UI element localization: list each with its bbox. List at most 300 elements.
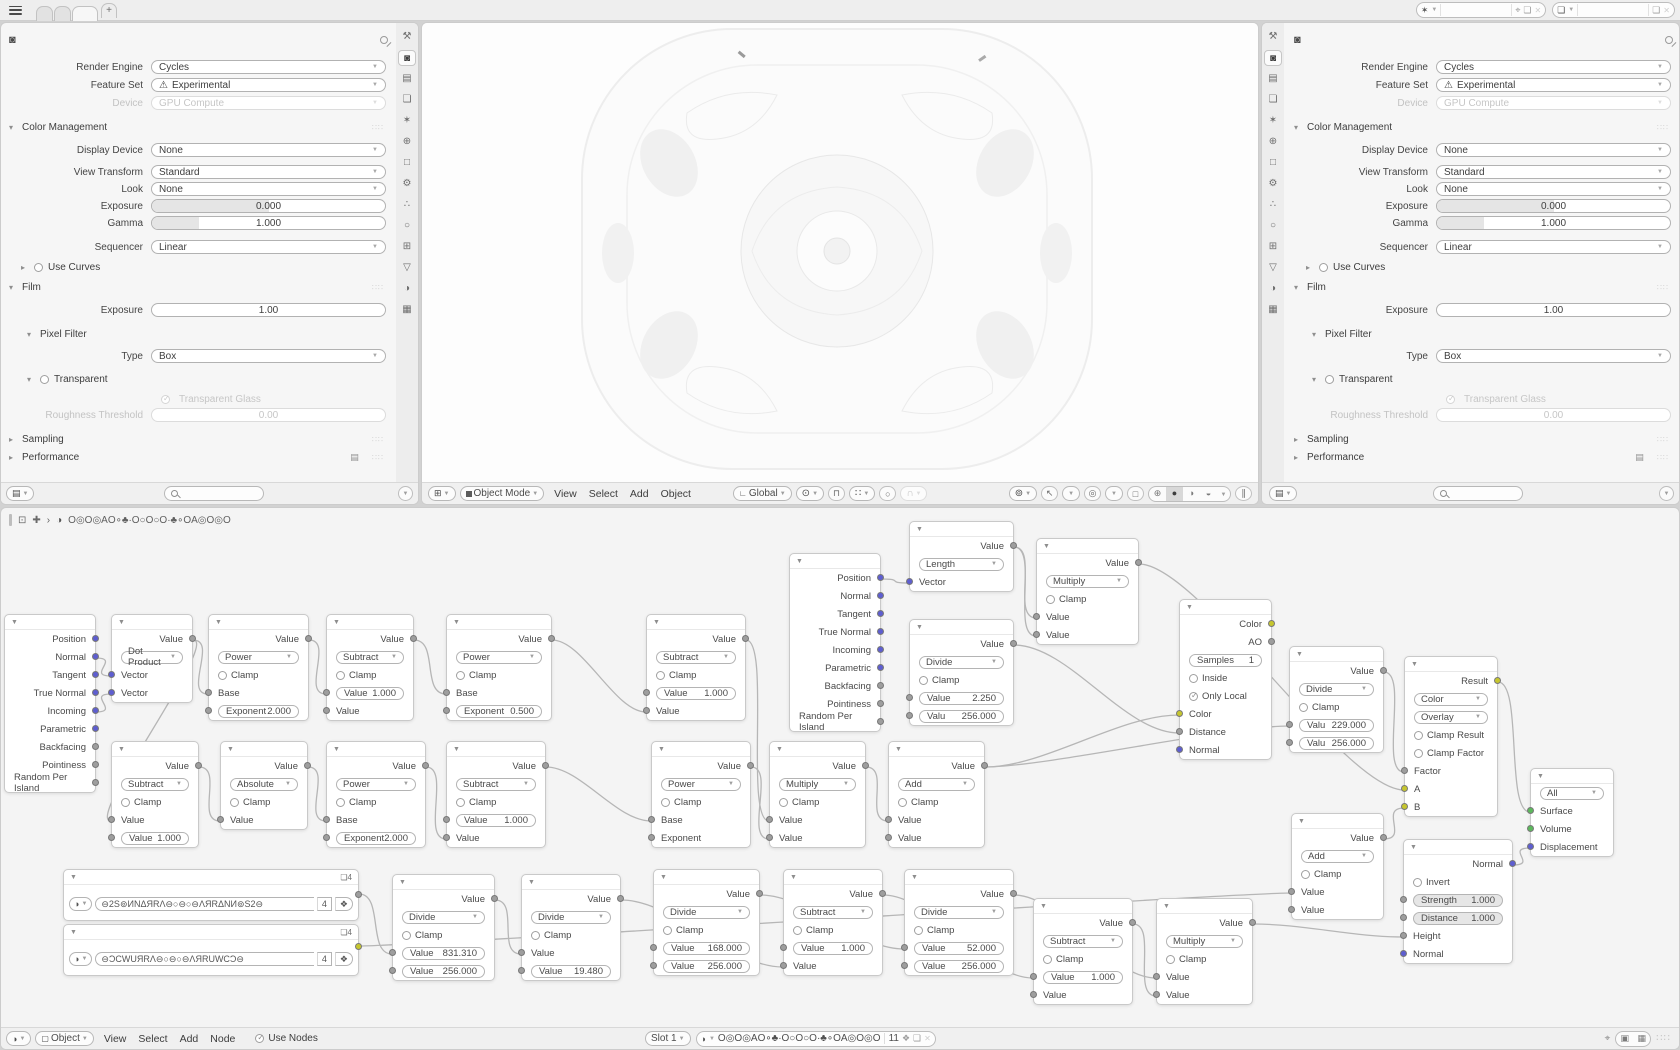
image-browse-button[interactable]: ◑ ▼ [69, 952, 92, 966]
socket[interactable] [877, 646, 884, 653]
image-browse-button[interactable]: ◑ ▼ [69, 897, 92, 911]
node-collapse-chevron[interactable]: ▼ [916, 623, 923, 631]
material-datablock[interactable]: ◑ ▼ O◎O◎AO∘♣·O○O○O·♣∘OA◎O◎O 11 ❖ ❏ ✕ [696, 1031, 936, 1047]
socket[interactable] [1033, 631, 1040, 638]
properties-tab-output[interactable]: ▤ [402, 73, 412, 84]
value-field[interactable]: Value 256.000 [914, 960, 1004, 973]
socket[interactable] [205, 707, 212, 714]
properties-tab-tool[interactable]: ⚒ [402, 31, 412, 42]
properties-tab-view-layer[interactable]: ❏ [1268, 94, 1278, 105]
node-collapse-chevron[interactable]: ▼ [70, 873, 77, 881]
value-field[interactable]: Samples 1 [1189, 654, 1262, 667]
copy-icon[interactable]: ❏ [1523, 4, 1532, 15]
checkbox-icon[interactable] [793, 926, 802, 935]
socket[interactable] [1268, 638, 1275, 645]
value-field[interactable]: Valu 256.000 [919, 710, 1004, 723]
exposure-field[interactable]: 0.000 [151, 199, 386, 213]
node-collapse-chevron[interactable]: ▼ [528, 878, 535, 886]
slot-dropdown[interactable]: Slot 1 ▼ [645, 1031, 691, 1046]
socket[interactable] [877, 592, 884, 599]
node-absolute[interactable]: ▼ Value Absolute ▼ Clamp Value [220, 741, 308, 830]
socket[interactable] [410, 635, 417, 642]
socket[interactable] [862, 762, 869, 769]
gamma-field[interactable]: 1.000 [151, 216, 386, 230]
operation-select[interactable]: Power ▼ [456, 651, 542, 664]
node-subtract-3[interactable]: ▼ Value Subtract ▼ Clamp Value Value 1.000 [111, 741, 199, 848]
operation-select[interactable]: Length ▼ [919, 558, 1004, 571]
checkbox-icon[interactable] [779, 798, 788, 807]
checkbox-icon[interactable] [230, 798, 239, 807]
node-add-1[interactable]: ▼ Value Add ▼ Clamp Value Value [888, 741, 985, 848]
toggle-use-curves[interactable]: ▸ Use Curves [1306, 262, 1386, 273]
properties-tab-physics[interactable]: ○ [1269, 220, 1277, 231]
checkbox-icon[interactable] [456, 798, 465, 807]
socket[interactable] [756, 890, 763, 897]
node-collapse-chevron[interactable]: ▼ [653, 618, 660, 626]
operation-select[interactable]: Power ▼ [336, 778, 416, 791]
socket[interactable] [1494, 677, 1501, 684]
socket[interactable] [877, 574, 884, 581]
checkbox-icon[interactable] [1319, 263, 1328, 272]
checkbox-icon[interactable] [1043, 955, 1052, 964]
socket[interactable] [747, 762, 754, 769]
node-divide-229[interactable]: ▼ Value Divide ▼ Clamp Valu 229.000 Valu 256.000 [1289, 646, 1384, 753]
shader-type-dropdown[interactable]: ▢ Object ▼ [35, 1031, 93, 1046]
node-collapse-chevron[interactable]: ▼ [796, 557, 803, 565]
node-collapse-chevron[interactable]: ▼ [1537, 772, 1544, 780]
operation-select[interactable]: Divide ▼ [1299, 683, 1374, 696]
close-icon[interactable]: ✕ [1663, 5, 1670, 15]
node-subtract-5[interactable]: ▼ Value Subtract ▼ Clamp Value 1.000 Value [783, 869, 883, 976]
shading-dropdown[interactable]: ▼ [1220, 491, 1227, 498]
socket[interactable] [323, 834, 330, 841]
value-field[interactable]: Value 2.250 [919, 692, 1004, 705]
socket[interactable] [879, 890, 886, 897]
operation-select[interactable]: Divide ▼ [531, 911, 611, 924]
node-collapse-chevron[interactable]: ▼ [790, 873, 797, 881]
operation-select[interactable]: All ▼ [1540, 787, 1604, 800]
feature-set-dropdown[interactable]: ⚠ Experimental ▼ [1436, 78, 1671, 92]
node-mix-overlay[interactable]: ▼ Result Color ▼ Overlay ▼ Clamp Result Clamp Factor Factor A B [1404, 656, 1498, 817]
value-field[interactable]: Value 1.000 [336, 687, 404, 700]
header-menu-chevron[interactable]: ▼ [1659, 486, 1674, 501]
viewport-menu-add[interactable]: Add [629, 487, 649, 500]
properties-tab-physics[interactable]: ○ [403, 220, 411, 231]
properties-tab-modifiers[interactable]: ⚙ [1268, 178, 1278, 189]
socket[interactable] [92, 653, 99, 660]
socket[interactable] [1010, 890, 1017, 897]
list-icon[interactable]: ▤ [1635, 452, 1644, 462]
socket[interactable] [1010, 640, 1017, 647]
properties-tab-constraints[interactable]: ⊞ [402, 241, 412, 252]
value-field[interactable]: Exponent 2.000 [336, 832, 416, 845]
shield-fake-user-icon[interactable]: ❖ [335, 952, 353, 966]
value-field[interactable]: Value 1.000 [1043, 971, 1123, 984]
node-bump[interactable]: ▼ Normal Invert Strength 1.000 Distance 1.000 Height Normal [1403, 839, 1513, 964]
node-multiply-2[interactable]: ▼ Value Multiply ▼ Clamp Value Value [769, 741, 866, 848]
properties-tab-world[interactable]: ⊕ [402, 136, 412, 147]
checkbox-icon[interactable] [898, 798, 907, 807]
proportional-editing-toggle[interactable]: ○ [879, 486, 896, 501]
node-collapse-chevron[interactable]: ▼ [1410, 843, 1417, 851]
node-divide-831[interactable]: ▼ Value Divide ▼ Clamp Value 831.310 Value 256.000 [392, 874, 495, 981]
operation-select[interactable]: Subtract ▼ [456, 778, 536, 791]
socket[interactable] [906, 578, 913, 585]
viewport-menu-view[interactable]: View [554, 487, 577, 500]
operation-select[interactable]: Subtract ▼ [656, 651, 736, 664]
pin-icon[interactable]: ⌖ [1515, 4, 1521, 15]
socket[interactable] [650, 962, 657, 969]
socket[interactable] [1153, 991, 1160, 998]
operation-select[interactable]: Add ▼ [1301, 850, 1374, 863]
section-film[interactable]: ▾ Film ∷∷ [1294, 282, 1669, 293]
shield-fake-user-icon[interactable]: ❖ [901, 1033, 911, 1043]
socket[interactable] [981, 762, 988, 769]
properties-tab-render[interactable]: ◙ [1264, 50, 1282, 66]
socket[interactable] [1509, 860, 1516, 867]
socket[interactable] [1401, 785, 1408, 792]
value-field[interactable]: Value 1.000 [456, 814, 536, 827]
node-collapse-chevron[interactable]: ▼ [215, 618, 222, 626]
socket[interactable] [742, 635, 749, 642]
node-subtract-2[interactable]: ▼ Value Subtract ▼ Clamp Value 1.000 Value [646, 614, 746, 721]
socket[interactable] [1268, 620, 1275, 627]
users-count[interactable]: 4 [317, 952, 332, 966]
check-transparent-glass[interactable]: ✓ Transparent Glass [1286, 394, 1680, 405]
editor-type-button[interactable]: ◑ ▼ [6, 1031, 31, 1046]
socket[interactable] [1176, 746, 1183, 753]
socket[interactable] [648, 834, 655, 841]
socket[interactable] [1288, 906, 1295, 913]
node-multiply-1[interactable]: ▼ Value Multiply ▼ Clamp Value Value [1036, 538, 1139, 645]
properties-tab-data[interactable]: ▽ [1269, 262, 1277, 273]
roughness-threshold-field[interactable]: 0.00 [1436, 408, 1671, 422]
checkbox-icon[interactable] [336, 798, 345, 807]
view-transform-dropdown[interactable]: Standard ▼ [1436, 165, 1671, 179]
node-multiply-3[interactable]: ▼ Value Multiply ▼ Clamp Value Value [1156, 898, 1253, 1005]
checkbox-icon[interactable] [914, 926, 923, 935]
socket[interactable] [643, 689, 650, 696]
value-field[interactable]: Exponent 2.000 [218, 705, 299, 718]
socket[interactable] [1176, 728, 1183, 735]
socket[interactable] [877, 682, 884, 689]
socket[interactable] [92, 743, 99, 750]
socket[interactable] [1527, 843, 1534, 850]
checkbox-icon[interactable] [661, 798, 670, 807]
properties-tab-constraints[interactable]: ⊞ [1268, 241, 1278, 252]
operation-select[interactable]: Multiply ▼ [1166, 935, 1243, 948]
node-dot-product[interactable] [111, 614, 193, 703]
socket[interactable] [766, 834, 773, 841]
properties-tab-modifiers[interactable]: ⚙ [402, 178, 412, 189]
view-transform-dropdown[interactable]: Standard ▼ [151, 165, 386, 179]
checkbox-icon[interactable] [919, 676, 928, 685]
socket[interactable] [92, 707, 99, 714]
checkbox-icon[interactable] [1189, 692, 1198, 701]
node-group-texture-2[interactable] [63, 924, 359, 976]
close-icon[interactable]: ✕ [924, 1034, 931, 1043]
socket[interactable] [906, 694, 913, 701]
node-collapse-chevron[interactable]: ▼ [453, 745, 460, 753]
node-collapse-chevron[interactable]: ▼ [453, 618, 460, 626]
value-field[interactable]: Value 19.480 [531, 965, 611, 978]
socket[interactable] [548, 635, 555, 642]
value-field[interactable]: Exponent 0.500 [456, 705, 542, 718]
node-geometry-2[interactable] [789, 553, 881, 732]
operation-select[interactable]: Power ▼ [218, 651, 299, 664]
socket[interactable] [491, 895, 498, 902]
mode-dropdown[interactable]: Object Mode ▼ [460, 486, 545, 501]
socket[interactable] [1400, 914, 1407, 921]
device-dropdown[interactable]: GPU Compute ▼ [1436, 96, 1671, 110]
socket[interactable] [443, 689, 450, 696]
node-collapse-chevron[interactable]: ▼ [1040, 902, 1047, 910]
socket[interactable] [518, 967, 525, 974]
socket[interactable] [766, 816, 773, 823]
socket[interactable] [1400, 896, 1407, 903]
node-collapse-chevron[interactable]: ▼ [1411, 660, 1418, 668]
proportional-falloff-dropdown[interactable]: ∩ ▼ [900, 486, 927, 501]
socket[interactable] [1401, 803, 1408, 810]
socket[interactable] [877, 664, 884, 671]
checkbox-icon[interactable] [121, 798, 130, 807]
shading-rendered-button[interactable] [1200, 486, 1217, 502]
socket[interactable] [1527, 825, 1534, 832]
subsection-pixel-filter[interactable]: ▾ Pixel Filter [1312, 329, 1372, 340]
snap-grid-button[interactable]: ▣ [1620, 1032, 1630, 1043]
close-icon[interactable]: ✕ [1534, 5, 1542, 15]
socket[interactable] [1033, 613, 1040, 620]
properties-tab-object[interactable]: □ [1269, 157, 1277, 168]
checkbox-icon[interactable] [40, 375, 49, 384]
node-collapse-chevron[interactable]: ▼ [1298, 817, 1305, 825]
checkbox-icon[interactable] [1046, 595, 1055, 604]
socket[interactable] [92, 725, 99, 732]
header-menu-chevron[interactable]: ▼ [398, 486, 413, 501]
section-color-management[interactable]: ▾ Color Management ∷∷ [1294, 122, 1669, 133]
value-field[interactable]: Value 168.000 [663, 942, 750, 955]
subsection-transparent[interactable]: ▾ Transparent [27, 374, 108, 385]
node-group-texture-1[interactable] [63, 869, 359, 921]
value-field[interactable]: Value 1.000 [121, 832, 189, 845]
socket[interactable] [877, 628, 884, 635]
viewport-canvas[interactable] [422, 23, 1258, 482]
socket[interactable] [542, 762, 549, 769]
socket[interactable] [1030, 991, 1037, 998]
operation-select[interactable]: Power ▼ [661, 778, 741, 791]
section-sampling[interactable]: ▸ Sampling ∷∷ [1294, 434, 1669, 445]
xray-toggle[interactable] [1127, 486, 1144, 501]
gamma-field[interactable]: 1.000 [1436, 216, 1671, 230]
socket[interactable] [877, 610, 884, 617]
datablock-name-field[interactable]: ⊖2S⊚ИNΔЯRΛ⊖○⊖○⊖ΛЯRΔNИ⊚S2⊖ [95, 897, 314, 911]
viewport-3d[interactable] [421, 22, 1259, 505]
socket[interactable] [1380, 667, 1387, 674]
socket[interactable] [1030, 973, 1037, 980]
socket[interactable] [885, 816, 892, 823]
shield-fake-user-icon[interactable]: ❖ [335, 897, 353, 911]
socket[interactable] [323, 689, 330, 696]
overlays-dropdown[interactable]: ▼ [1105, 486, 1123, 501]
operation-select[interactable]: Divide ▼ [402, 911, 485, 924]
checkbox-icon[interactable] [1414, 731, 1423, 740]
shading-solid-button[interactable] [1166, 486, 1183, 502]
show-gizmo-toggle[interactable] [1041, 486, 1058, 501]
type-dropdown[interactable]: Box ▼ [1436, 349, 1671, 363]
checkbox-icon[interactable] [663, 926, 672, 935]
socket[interactable] [389, 949, 396, 956]
node-menu-view[interactable]: View [103, 1032, 127, 1045]
gizmo-settings-dropdown[interactable]: ▼ [1062, 486, 1080, 501]
socket[interactable] [617, 895, 624, 902]
workspace-tab-3[interactable] [72, 6, 98, 21]
exposure-field[interactable]: 0.000 [1436, 199, 1671, 213]
check-transparent-glass[interactable]: ✓ Transparent Glass [1, 394, 396, 405]
subsection-transparent[interactable]: ▾ Transparent [1312, 374, 1393, 385]
node-collapse-chevron[interactable]: ▼ [660, 873, 667, 881]
pin-icon[interactable] [380, 36, 388, 44]
pin-icon[interactable]: ⌖ [1604, 1033, 1611, 1044]
node-collapse-chevron[interactable]: ▼ [118, 618, 125, 626]
users-count[interactable]: 4 [317, 897, 332, 911]
view-layer-selector[interactable]: ❏ ▼ ❏ ✕ [1552, 2, 1675, 18]
properties-tab-data[interactable]: ▽ [403, 262, 411, 273]
socket[interactable] [643, 707, 650, 714]
socket[interactable] [92, 761, 99, 768]
gizmos-dropdown[interactable]: ⊚ ▼ [1009, 486, 1037, 501]
node-collapse-chevron[interactable]: ▼ [1186, 603, 1193, 611]
node-collapse-chevron[interactable]: ▼ [399, 878, 406, 886]
node-divide-2250[interactable]: ▼ Value Divide ▼ Clamp Value 2.250 Valu 256.000 [909, 619, 1014, 726]
display-device-dropdown[interactable]: None ▼ [1436, 143, 1671, 157]
datablock-name-field[interactable]: ⊖ƆCWUЯRΛ⊖○⊖○⊖ΛЯRUWCƆ⊖ [95, 952, 314, 966]
pivot-point-dropdown[interactable]: ⊙ ▼ [796, 486, 824, 501]
value-field[interactable]: Value 831.310 [402, 947, 485, 960]
socket[interactable] [780, 962, 787, 969]
value-field[interactable]: Value 256.000 [663, 960, 750, 973]
socket[interactable] [323, 816, 330, 823]
workspace-tab-1[interactable] [36, 6, 53, 21]
socket[interactable] [1400, 950, 1407, 957]
checkbox-icon[interactable] [456, 671, 465, 680]
socket[interactable] [304, 762, 311, 769]
roughness-threshold-field[interactable]: 0.00 [151, 408, 386, 422]
socket[interactable] [780, 944, 787, 951]
socket[interactable] [1401, 767, 1408, 774]
node-length[interactable] [909, 521, 1014, 592]
socket[interactable] [323, 707, 330, 714]
socket[interactable] [108, 671, 115, 678]
socket[interactable] [877, 700, 884, 707]
operation-select[interactable]: Absolute ▼ [230, 778, 298, 791]
socket[interactable] [906, 712, 913, 719]
node-collapse-chevron[interactable]: ▼ [11, 618, 18, 626]
properties-tab-scene[interactable]: ✶ [402, 115, 412, 126]
socket[interactable] [92, 635, 99, 642]
checkbox-icon[interactable] [531, 931, 540, 940]
operation-select[interactable]: Subtract ▼ [336, 651, 404, 664]
properties-tab-material[interactable]: ◑ [1269, 283, 1277, 294]
use-nodes-checkbox[interactable]: ✓ Use Nodes [255, 1033, 317, 1044]
socket[interactable] [92, 671, 99, 678]
subsection-pixel-filter[interactable]: ▾ Pixel Filter [27, 329, 87, 340]
node-menu-select[interactable]: Select [138, 1032, 168, 1045]
socket[interactable] [1286, 721, 1293, 728]
section-film[interactable]: ▾ Film ∷∷ [9, 282, 384, 293]
socket[interactable] [443, 834, 450, 841]
editor-type-button[interactable]: ▤ ▼ [6, 486, 34, 501]
sequencer-dropdown[interactable]: Linear ▼ [1436, 240, 1671, 254]
node-material-output[interactable] [1530, 768, 1614, 857]
checkbox-icon[interactable] [336, 671, 345, 680]
properties-tab-object[interactable]: □ [403, 157, 411, 168]
properties-tab-output[interactable]: ▤ [1268, 73, 1278, 84]
node-divide-1948[interactable]: ▼ Value Divide ▼ Clamp Value Value 19.480 [521, 874, 621, 981]
socket[interactable] [877, 718, 884, 725]
socket[interactable] [189, 635, 196, 642]
shader-node-editor[interactable] [0, 507, 1680, 1050]
socket[interactable] [443, 816, 450, 823]
checkbox-icon[interactable] [218, 671, 227, 680]
section-sampling[interactable]: ▸ Sampling ∷∷ [9, 434, 384, 445]
socket[interactable] [1153, 973, 1160, 980]
node-menu-node[interactable]: Node [210, 1032, 236, 1045]
toggle-use-curves[interactable]: ▸ Use Curves [21, 262, 101, 273]
socket[interactable] [1010, 542, 1017, 549]
node-divide-168[interactable]: ▼ Value Divide ▼ Clamp Value 168.000 Value 256.000 [653, 869, 760, 976]
menu-hamburger-icon[interactable] [9, 6, 22, 15]
node-collapse-chevron[interactable]: ▼ [333, 618, 340, 626]
socket[interactable] [1286, 739, 1293, 746]
socket[interactable] [901, 962, 908, 969]
operation-select[interactable]: Multiply ▼ [1046, 575, 1129, 588]
pause-button[interactable] [1235, 486, 1252, 501]
value-field[interactable]: Strength 1.000 [1413, 894, 1503, 907]
socket[interactable] [217, 816, 224, 823]
viewport-menu-select[interactable]: Select [588, 487, 618, 500]
pin-icon[interactable] [1665, 36, 1673, 44]
properties-tab-texture[interactable]: ▦ [402, 304, 412, 315]
shading-wireframe-button[interactable] [1149, 486, 1166, 502]
list-icon[interactable]: ▤ [350, 452, 359, 462]
copy-icon[interactable]: ❏ [1652, 4, 1661, 15]
viewport-menu-object[interactable]: Object [660, 487, 691, 500]
socket[interactable] [92, 779, 99, 786]
workspace-tab-2[interactable] [54, 6, 71, 21]
properties-tab-render[interactable]: ◙ [398, 50, 416, 66]
properties-tab-tool[interactable]: ⚒ [1268, 31, 1278, 42]
node-collapse-chevron[interactable]: ▼ [333, 745, 340, 753]
node-divide-52[interactable]: ▼ Value Divide ▼ Clamp Value 52.000 Value 256.000 [904, 869, 1014, 976]
snap-options-button[interactable]: ▦ [1637, 1032, 1647, 1043]
checkbox-icon[interactable] [34, 263, 43, 272]
value-field[interactable]: Distance 1.000 [1413, 912, 1503, 925]
socket[interactable] [92, 689, 99, 696]
socket[interactable] [355, 943, 362, 950]
device-dropdown[interactable]: GPU Compute ▼ [151, 96, 386, 110]
operation-select[interactable]: Subtract ▼ [121, 778, 189, 791]
node-subtract-4[interactable]: ▼ Value Subtract ▼ Clamp Value 1.000 Value [446, 741, 546, 848]
shading-material-button[interactable] [1183, 486, 1200, 502]
properties-tab-scene[interactable]: ✶ [1268, 115, 1278, 126]
render-engine-dropdown[interactable]: Cycles ▼ [151, 60, 386, 74]
checkbox-icon[interactable] [1413, 878, 1422, 887]
socket[interactable] [1249, 919, 1256, 926]
exposure-field[interactable]: 1.00 [151, 303, 386, 317]
section-color-management[interactable]: ▾ Color Management ∷∷ [9, 122, 384, 133]
node-collapse-chevron[interactable]: ▼ [658, 745, 665, 753]
scene-selector[interactable]: ✶ ▼ ⌖ ❏ ✕ [1416, 2, 1546, 18]
